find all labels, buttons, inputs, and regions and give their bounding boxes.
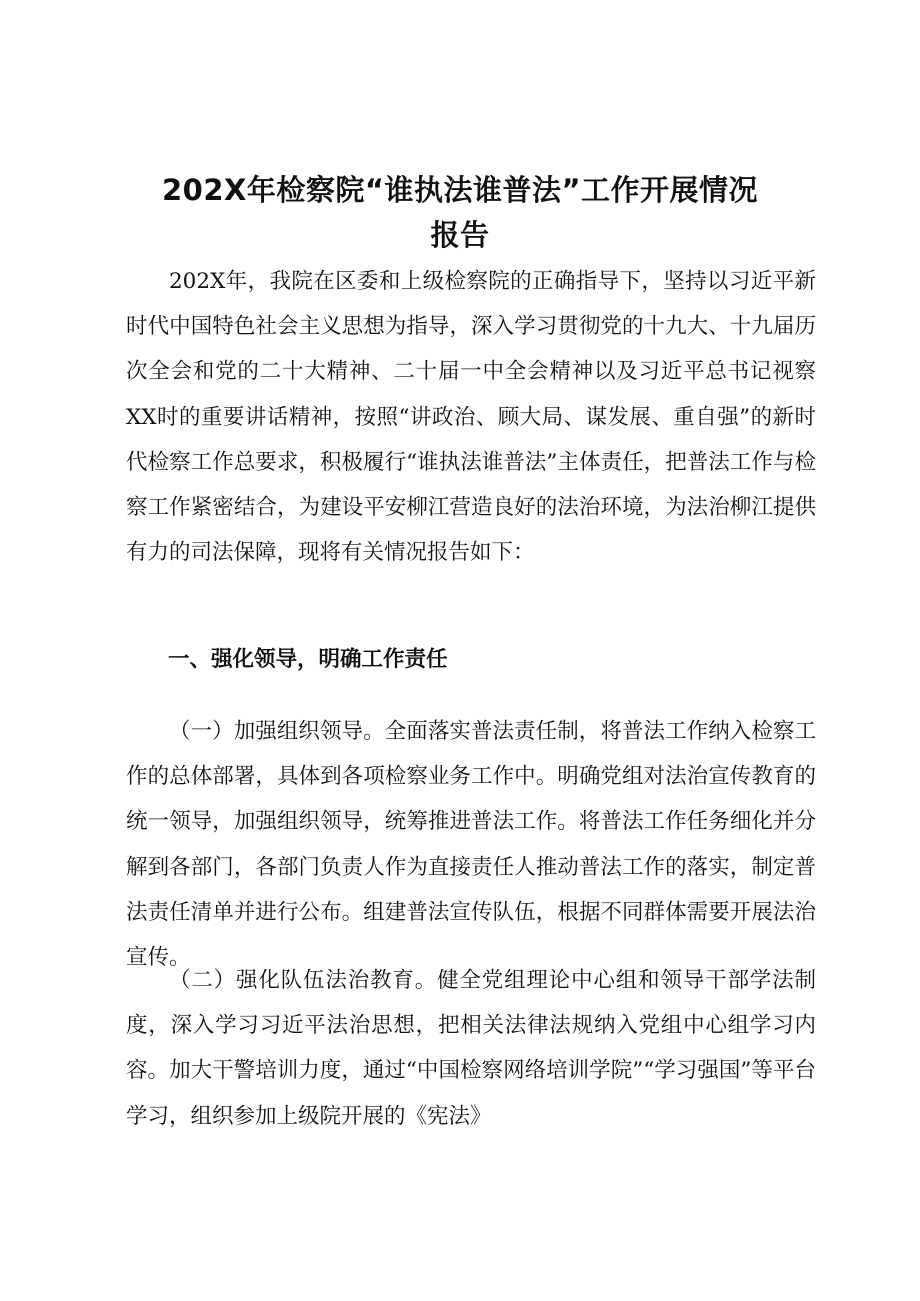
intro-paragraph: 202X年，我院在区委和上级检察院的正确指导下，坚持以习近平新时代中国特色社会主义思想为指导，深入学习贯彻党的十九大、十九届历次全会和党的二十大精神、二十届一中全会精神以及习近平总书记视察XX时的重要讲话精神，按照“讲政治、顾大局、谋发展、重自强”的新时代检察工作总要求，积极履行“谁执法谁普法”主体责任，把普法工作与检察工作紧密结合，为建设平安柳江营造良好的法治环境，为法治柳江提供有力的司法保障，现将有关情况报告如下： xyxy=(126,269,816,566)
document-title-line-1: 202X年检察院“谁执法谁普法”工作开展情况 xyxy=(161,173,758,207)
section-1-item-2-paragraph: （二）强化队伍法治教育。健全党组理论中心组和领导干部学法制度，深入学习习近平法治思想，把相关法律法规纳入党组中心组学习内容。加大干警培训力度，通过“中国检察网络培训学院”“学习强国”等平台学习，组织参加上级院开展的《宪法》 xyxy=(126,968,816,1129)
section-1-item-1-paragraph: （一）加强组织领导。全面落实普法责任制，将普法工作纳入检察工作的总体部署，具体到各项检察业务工作中。明确党组对法治宣传教育的统一领导，加强组织领导，统筹推进普法工作。将普法工作任务细化并分解到各部门，各部门负责人作为直接责任人推动普法工作的落实，制定普法责任清单并进行公布。组建普法宣传队伍，根据不同群体需要开展法治宣传。 xyxy=(126,719,816,971)
document-title-line-2: 报告 xyxy=(430,218,490,252)
section-1-heading: 一、强化领导，明确工作责任 xyxy=(168,647,448,672)
